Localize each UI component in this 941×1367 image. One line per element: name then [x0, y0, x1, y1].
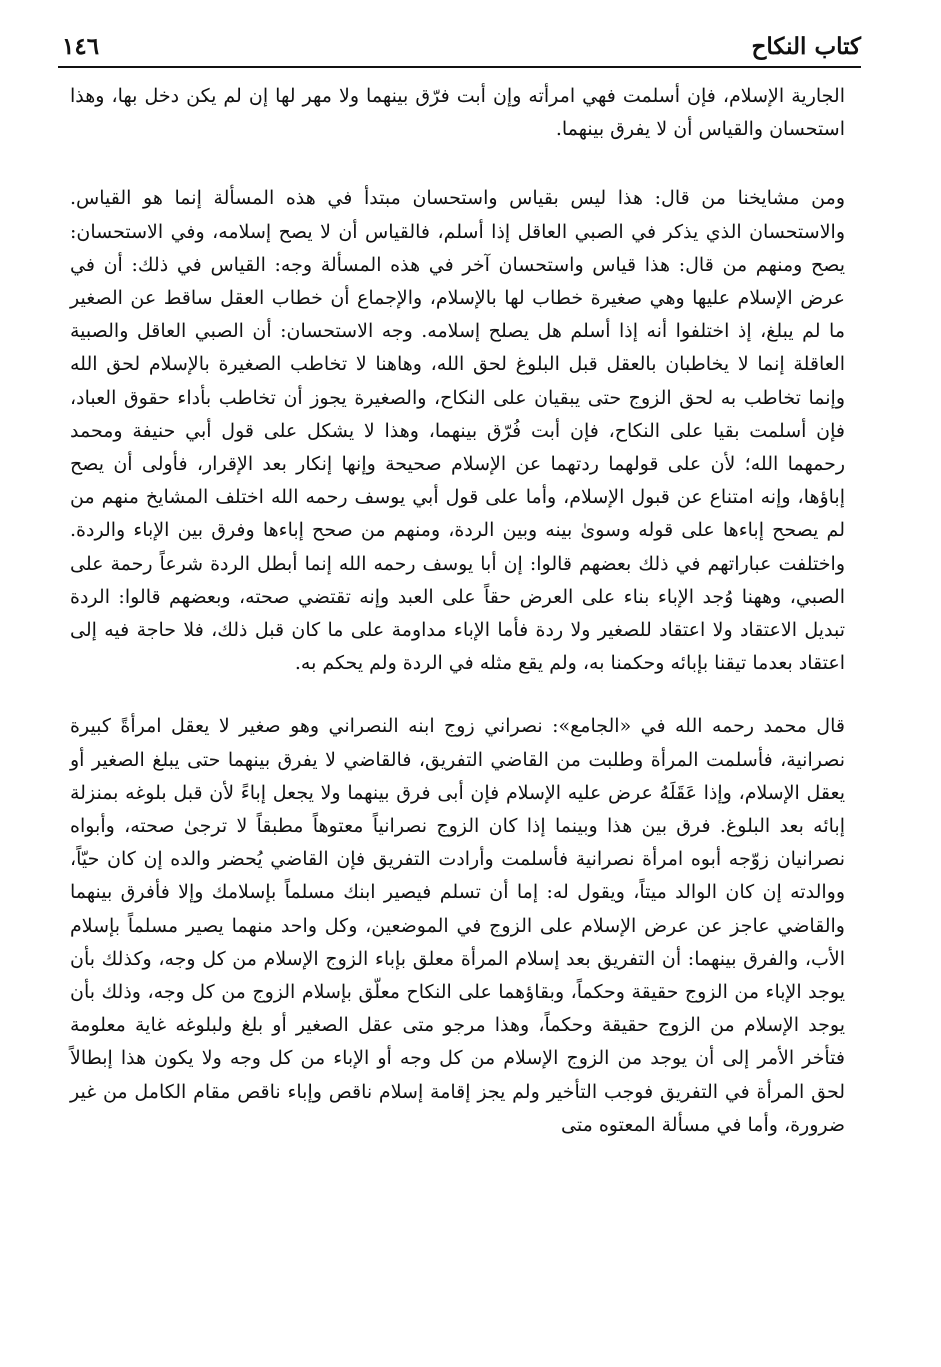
page-number: ١٤٦	[62, 33, 100, 60]
header-divider	[58, 66, 861, 68]
chapter-title: كتاب النكاح	[751, 33, 861, 60]
paragraph-2: ومن مشايخنا من قال: هذا ليس بقياس واستحسان مبتدأ في هذه المسألة إنما هو القياس. والاستحسان الذي يذكر في الصبي العاقل إذا أسلم، فالقياس أن لا يصح إسلامه، وفي الاستحسان: يصح ومنهم من قال: هذا قياس واستحسان آخر في هذه المسألة وجه: القياس في ذلك: أن في عرض الإسلام عليها وهي صغيرة خطاب لها بالإسلام، والإجماع أن خطاب العقل ساقط عن الصغير ما لم يبلغ، إذ اختلفوا أنه إذا أسلم هل يصلح إسلامه. وجه الاستحسان: أن الصبي العاقل والصبية العاقلة إنما لا يخاطبان بالعقل قبل البلوغ لحق الله، وهاهنا لا تخاطب الصغيرة بالإسلام لحق الله وإنما تخاطب به لحق الزوج حتى يبقيان على النكاح، والصغيرة يجوز أن تخاطب بأداء حقوق العباد، فإن أسلمت بقيا على النكاح، فإن أبت فُرّق بينهما، وهذا لا يشكل على قول أبي حنيفة ومحمد رحمهما الله؛ لأن على قولهما ردتهما عن الإسلام صحيحة وإنها إنكار بعد الإقرار، فأولى أن يصح إباؤها، وإنه امتناع عن قبول الإسلام، وأما على قول أبي يوسف رحمه الله اختلف المشايخ منهم من لم يصحح إباءها على قوله وسوىٰ بينه وبين الردة، ومنهم من صحح إباءها وفرق بين الإباء والردة. واختلفت عباراتهم في ذلك بعضهم قالوا: إن أبا يوسف رحمه الله إنما أبطل الردة شرعاً رحمة على الصبي، وههنا وُجد الإباء بناء على العرض حقاً على العبد وإنه تقتضي صحته، وبعضهم قالوا: الردة تبديل الاعتقاد ولا اعتقاد للصغير ولا ردة فأما الإباء مداومة على ما كان قبل ذلك، فلا حاجة فيه إلى اعتقاد بعدما تيقنا بإبائه وحكمنا به، ولم يقع مثله في الردة ولم يحكم به.	[70, 187, 845, 675]
page-header	[62, 28, 861, 62]
text-body	[70, 80, 845, 1142]
paragraph-1: الجارية الإسلام، فإن أسلمت فهي امرأته وإن أبت فرّق بينهما ولا مهر لها إن لم يكن دخل بها، وهذا استحسان والقياس أن لا يفرق بينهما.	[70, 85, 845, 141]
paragraph-3: قال محمد رحمه الله في «الجامع»: نصراني زوج ابنه النصراني وهو صغير لا يعقل امرأةً كبيرة نصرانية، فأسلمت المرأة وطلبت من القاضي التفريق، فالقاضي لا يفرق بينهما حتى يبلغ الصغير أو يعقل الإسلام، وإذا عَقَلَهُ عرض عليه الإسلام فإن أبى فرق بينهما ولا يجعل إباءً لأن قبل بلوغه بمنزلة إبائه بعد البلوغ. فرق بين هذا وبينما إذا كان الزوج نصرانياً معتوهاً مطبقاً لا ترجىٰ صحته، وأبواه نصرانيان زوّجه أبوه امرأة نصرانية فأسلمت وأرادت التفريق فإن القاضي يُحضر والده إن كان حيّاً، ووالدته إن كان الوالد ميتاً، ويقول له: إما أن تسلم فيصير ابنك مسلماً بإسلامك وإلا فأفرق بينهما والقاضي عاجز عن عرض الإسلام على الزوج في الموضعين، وكل واحد منهما يصير مسلماً بإسلام الأب، والفرق بينهما: أن التفريق بعد إسلام المرأة معلق بإباء الزوج الإسلام من كل وجه، وكذلك بأن يوجد الإباء من الزوج حقيقة وحكماً، وبقاؤهما على النكاح معلّق بإسلام الزوج من كل وجه، وذلك بأن يوجد الإسلام من الزوج حقيقة وحكماً، وهذا مرجو متى عقل الصغير أو بلغ ولبلوغه غاية معلومة فتأخر الأمر إلى أن يوجد من الزوج الإسلام من كل وجه أو الإباء من كل وجه ولا يكون هذا إبطالاً لحق المرأة في التفريق فوجب التأخير ولم يجز إقامة إسلام ناقص وإباء ناقص مقام الكامل من غير ضرورة، وأما في مسألة المعتوه متى	[70, 715, 845, 1136]
